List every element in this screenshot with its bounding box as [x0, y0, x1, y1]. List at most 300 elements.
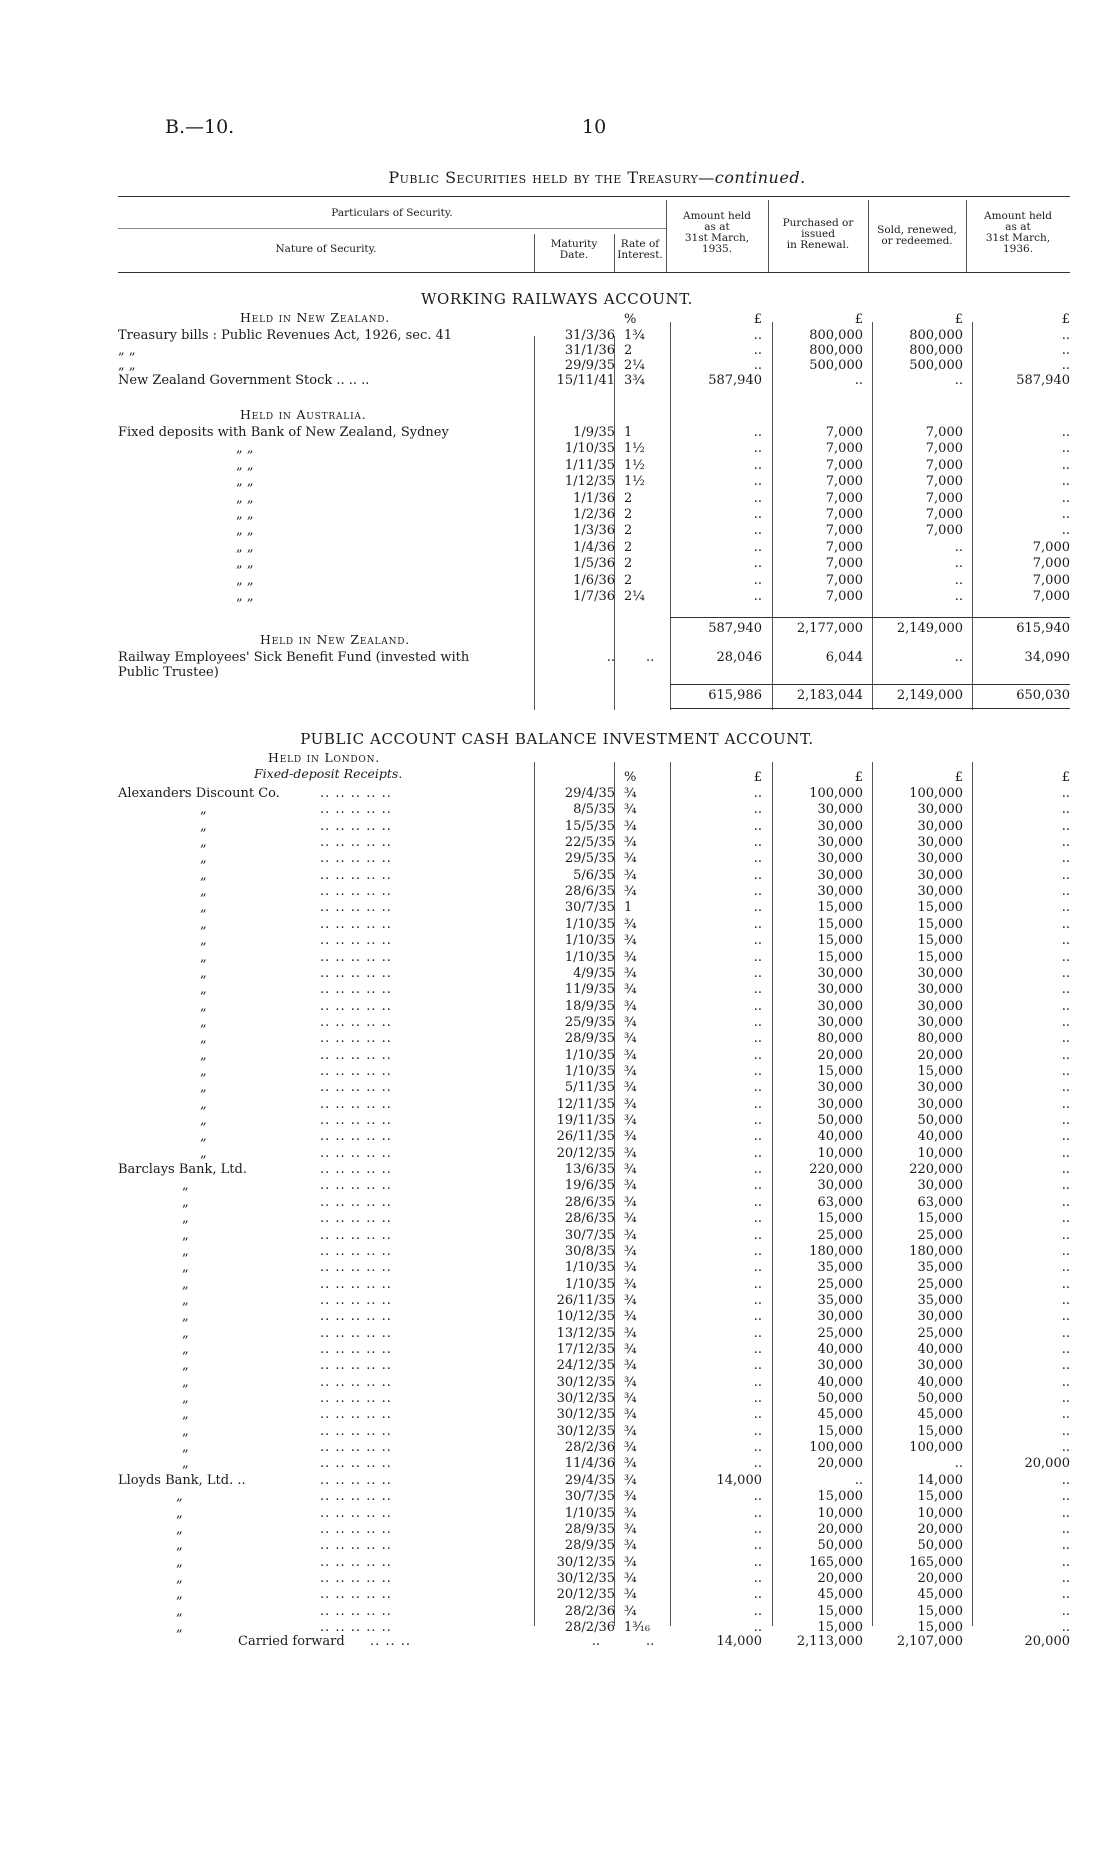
row-maturity: 30/12/35 — [556, 1375, 615, 1390]
public-account-row — [0, 1391, 1114, 1407]
row-description: „ — [182, 1391, 189, 1406]
working-au-row — [0, 540, 1114, 556]
row-amount-1935: .. — [753, 1620, 762, 1635]
row-amount-1936: .. — [1061, 999, 1070, 1014]
row-maturity: 26/11/35 — [556, 1293, 615, 1308]
row-maturity: 8/5/35 — [573, 802, 615, 817]
row-purchased: 35,000 — [817, 1293, 863, 1308]
row-amount-1935: .. — [753, 1522, 762, 1537]
row-amount-1936: .. — [1061, 1048, 1070, 1063]
row-purchased: 165,000 — [809, 1555, 863, 1570]
fund-purchased: 6,044 — [825, 650, 863, 665]
row-maturity: 30/8/35 — [564, 1244, 615, 1259]
row-sold: 35,000 — [917, 1293, 963, 1308]
row-sold: .. — [954, 539, 963, 555]
row-dots: .. .. .. .. .. — [320, 999, 392, 1014]
subtotal-a1: 587,940 — [708, 621, 762, 636]
row-amount-1936: .. — [1061, 328, 1070, 343]
public-account-row — [0, 982, 1114, 998]
row-sold: 800,000 — [909, 328, 963, 343]
row-purchased: 30,000 — [817, 1309, 863, 1324]
public-account-row — [0, 1211, 1114, 1227]
row-rate: ¾ — [624, 999, 637, 1014]
row-amount-1935: .. — [753, 1129, 762, 1144]
row-dots: .. .. .. .. .. — [320, 851, 392, 866]
row-amount-1936: 587,940 — [1016, 373, 1070, 388]
row-maturity: 1/6/36 — [573, 572, 615, 588]
fund-row-1 — [0, 650, 1114, 666]
row-dots: .. .. .. .. .. — [320, 917, 392, 932]
row-dots: .. .. .. .. .. — [320, 1571, 392, 1586]
row-amount-1935: .. — [753, 474, 762, 490]
row-dots: .. .. .. .. .. — [320, 1048, 392, 1063]
row-description: „ — [182, 1424, 189, 1439]
row-sold: .. — [954, 1456, 963, 1471]
row-purchased: 7,000 — [825, 589, 863, 604]
row-rate: ¾ — [624, 1211, 637, 1226]
row-description: „ „ — [236, 474, 254, 490]
row-dots: .. .. .. .. .. — [320, 1620, 392, 1635]
row-rate: 2 — [624, 556, 633, 572]
public-account-row — [0, 1407, 1114, 1423]
row-amount-1936: .. — [1061, 1015, 1070, 1030]
row-description: „ — [182, 1342, 189, 1357]
row-sold: 7,000 — [925, 490, 963, 506]
row-amount-1935: .. — [753, 1440, 762, 1455]
row-dots: .. .. .. .. .. — [320, 1129, 392, 1144]
row-description: „ — [182, 1244, 189, 1259]
row-rate: ¾ — [624, 1326, 637, 1341]
row-description: „ „ — [118, 343, 136, 358]
working-au-row — [0, 507, 1114, 523]
header-sold: Sold, renewed, or redeemed. — [877, 224, 957, 247]
row-maturity: 22/5/35 — [564, 835, 615, 850]
row-sold: 100,000 — [909, 1440, 963, 1455]
row-dots: .. .. .. .. .. — [320, 1211, 392, 1226]
row-rate: ¾ — [624, 1440, 637, 1455]
row-amount-1936: .. — [1061, 457, 1070, 473]
row-dots: .. .. .. .. .. — [320, 1358, 392, 1373]
row-rate: ¾ — [624, 1456, 637, 1471]
row-amount-1935: .. — [753, 1097, 762, 1112]
row-amount-1936: .. — [1061, 1162, 1070, 1177]
row-amount-1935: .. — [753, 1604, 762, 1619]
row-description: „ — [200, 819, 207, 834]
row-amount-1935: .. — [753, 1407, 762, 1422]
row-description: „ — [182, 1407, 189, 1422]
row-rate: ¾ — [624, 1064, 637, 1079]
public-account-row — [0, 1293, 1114, 1309]
row-amount-1936: .. — [1061, 802, 1070, 817]
title-continued: continued. — [714, 168, 806, 187]
row-sold: 40,000 — [917, 1129, 963, 1144]
row-sold: 30,000 — [917, 966, 963, 981]
row-purchased: 800,000 — [809, 343, 863, 358]
row-rate: ¾ — [624, 1391, 637, 1406]
row-amount-1935: .. — [753, 539, 762, 555]
row-amount-1935: .. — [753, 1244, 762, 1259]
row-maturity: 17/12/35 — [556, 1342, 615, 1357]
public-account-row — [0, 917, 1114, 933]
header-bottom-rule — [118, 272, 1070, 273]
carried-maturity: .. — [591, 1634, 600, 1649]
row-dots: .. .. .. .. .. — [320, 819, 392, 834]
row-purchased: 15,000 — [817, 1620, 863, 1635]
row-sold: 15,000 — [917, 933, 963, 948]
row-rate: 2¼ — [624, 589, 645, 604]
row-purchased: 15,000 — [817, 900, 863, 915]
public-account-row — [0, 1162, 1114, 1178]
row-amount-1936: .. — [1061, 1293, 1070, 1308]
row-dots: .. .. .. .. .. — [320, 835, 392, 850]
row-amount-1935: .. — [753, 1489, 762, 1504]
row-description: „ „ — [118, 358, 136, 373]
row-rate: ¾ — [624, 1031, 637, 1046]
header-mid-rule — [118, 228, 666, 229]
row-sold: 30,000 — [917, 819, 963, 834]
row-sold: 15,000 — [917, 1424, 963, 1439]
row-dots: .. .. .. .. .. — [320, 1097, 392, 1112]
row-sold: 7,000 — [925, 425, 963, 440]
row-dots: .. .. .. .. .. — [320, 1293, 392, 1308]
row-maturity: 1/10/35 — [564, 1064, 615, 1079]
total-sold: 2,149,000 — [896, 688, 963, 703]
row-rate: ¾ — [624, 1015, 637, 1030]
row-amount-1936: .. — [1061, 819, 1070, 834]
row-maturity: 5/11/35 — [564, 1080, 615, 1095]
row-purchased: 800,000 — [809, 328, 863, 343]
row-amount-1936: .. — [1061, 1260, 1070, 1275]
row-amount-1936: .. — [1061, 1178, 1070, 1193]
carried-rate: .. — [646, 1634, 655, 1649]
public-account-row — [0, 868, 1114, 884]
row-description: Treasury bills : Public Revenues Act, 1926, sec. 41 — [118, 328, 453, 343]
row-purchased: 7,000 — [825, 572, 863, 588]
row-purchased: 220,000 — [809, 1162, 863, 1177]
row-dots: .. .. .. .. .. — [320, 1391, 392, 1406]
row-amount-1935: .. — [753, 917, 762, 932]
row-description: „ — [200, 835, 207, 850]
row-dots: .. .. .. .. .. — [320, 1162, 392, 1177]
row-dots: .. .. .. .. .. — [320, 868, 392, 883]
row-description: „ — [200, 900, 207, 915]
public-account-title: PUBLIC ACCOUNT CASH BALANCE INVESTMENT ACCOUNT. — [300, 730, 814, 748]
row-amount-1935: .. — [753, 819, 762, 834]
row-description: „ — [200, 982, 207, 997]
row-sold: 25,000 — [917, 1277, 963, 1292]
row-rate: ¾ — [624, 1195, 637, 1210]
row-sold: 165,000 — [909, 1555, 963, 1570]
row-rate: ¾ — [624, 917, 637, 932]
row-rate: 1¾ — [624, 328, 645, 343]
public-account-row — [0, 1587, 1114, 1603]
row-maturity: 20/12/35 — [556, 1146, 615, 1161]
row-dots: .. .. .. .. .. — [320, 933, 392, 948]
public-account-row — [0, 1097, 1114, 1113]
row-maturity: 28/9/35 — [564, 1522, 615, 1537]
row-amount-1936: .. — [1061, 868, 1070, 883]
row-purchased: 45,000 — [817, 1587, 863, 1602]
row-amount-1936: .. — [1061, 1407, 1070, 1422]
row-rate: 2 — [624, 572, 633, 588]
row-amount-1935: .. — [753, 1309, 762, 1324]
working-au-row — [0, 573, 1114, 589]
row-maturity: 11/9/35 — [564, 982, 615, 997]
row-rate: ¾ — [624, 1048, 637, 1063]
row-description: „ — [200, 1146, 207, 1161]
row-description: „ — [182, 1456, 189, 1471]
row-purchased: 30,000 — [817, 1080, 863, 1095]
row-amount-1935: .. — [753, 1015, 762, 1030]
row-rate: ¾ — [624, 1178, 637, 1193]
row-rate: 3¾ — [624, 373, 645, 388]
row-maturity: 1/7/36 — [573, 589, 615, 604]
row-amount-1936: .. — [1061, 441, 1070, 457]
working-au-row — [0, 523, 1114, 539]
row-sold: 220,000 — [909, 1162, 963, 1177]
row-rate: ¾ — [624, 1522, 637, 1537]
header-rate: Rate of Interest. — [617, 238, 663, 261]
carried-forward-row — [0, 1634, 1114, 1650]
public-account-row — [0, 1522, 1114, 1538]
row-maturity: 30/7/35 — [564, 1228, 615, 1243]
row-sold: 30,000 — [917, 884, 963, 899]
fund-row-2 — [0, 665, 1114, 681]
row-purchased: 30,000 — [817, 1178, 863, 1193]
public-account-row — [0, 1129, 1114, 1145]
row-maturity: 1/11/35 — [564, 457, 615, 473]
row-dots: .. .. .. .. .. — [320, 1424, 392, 1439]
row-amount-1935: .. — [753, 884, 762, 899]
row-amount-1935: .. — [753, 328, 762, 343]
working-subtotal-row — [0, 621, 1114, 637]
public-account-row — [0, 1228, 1114, 1244]
row-description: „ — [176, 1506, 183, 1521]
row-dots: .. .. .. .. .. — [320, 900, 392, 915]
row-description: „ „ — [236, 589, 254, 604]
public-account-row — [0, 1473, 1114, 1489]
carried-a2: 20,000 — [1024, 1634, 1070, 1649]
row-sold: 25,000 — [917, 1326, 963, 1341]
row-maturity: 25/9/35 — [564, 1015, 615, 1030]
row-amount-1935: .. — [753, 786, 762, 801]
row-rate: ¾ — [624, 966, 637, 981]
a2-unit-2: £ — [1061, 770, 1070, 785]
row-amount-1935: .. — [753, 490, 762, 506]
row-amount-1935: .. — [753, 441, 762, 457]
row-sold: 30,000 — [917, 1097, 963, 1112]
row-amount-1936: 20,000 — [1024, 1456, 1070, 1471]
public-account-row — [0, 1358, 1114, 1374]
row-maturity: 1/10/35 — [564, 1048, 615, 1063]
row-amount-1936: .. — [1061, 1571, 1070, 1586]
row-dots: .. .. .. .. .. — [320, 1522, 392, 1537]
row-amount-1935: .. — [753, 425, 762, 440]
row-dots: .. .. .. .. .. — [320, 1080, 392, 1095]
public-account-row — [0, 1309, 1114, 1325]
fixed-deposit-heading: Fixed-deposit Receipts. — [254, 766, 403, 781]
row-description: „ „ — [236, 507, 254, 522]
public-account-row — [0, 1031, 1114, 1047]
row-amount-1936: .. — [1061, 1506, 1070, 1521]
row-purchased: 7,000 — [825, 539, 863, 555]
header-amount-1936: Amount held as at 31st March, 1936. — [984, 210, 1052, 255]
row-amount-1935: .. — [753, 1326, 762, 1341]
row-amount-1936: .. — [1061, 1538, 1070, 1553]
row-maturity: 29/4/35 — [564, 786, 615, 801]
row-amount-1936: .. — [1061, 1375, 1070, 1390]
row-sold: .. — [954, 572, 963, 588]
row-amount-1935: .. — [753, 982, 762, 997]
row-amount-1935: .. — [753, 900, 762, 915]
row-sold: 10,000 — [917, 1146, 963, 1161]
public-account-row — [0, 1015, 1114, 1031]
row-maturity: 30/12/35 — [556, 1391, 615, 1406]
row-amount-1935: .. — [753, 1375, 762, 1390]
row-amount-1935: .. — [753, 556, 762, 572]
sold-unit-2: £ — [954, 770, 963, 785]
row-amount-1936: .. — [1061, 1309, 1070, 1324]
row-maturity: 5/6/35 — [573, 868, 615, 883]
working-nz-row — [0, 328, 1114, 344]
public-account-row — [0, 1080, 1114, 1096]
row-description: „ „ — [236, 441, 254, 457]
row-dots: .. .. .. .. .. — [320, 1604, 392, 1619]
row-purchased: 7,000 — [825, 523, 863, 539]
units-row-2 — [0, 770, 1114, 786]
row-amount-1935: .. — [753, 868, 762, 883]
row-amount-1936: .. — [1061, 1064, 1070, 1079]
row-amount-1936: 7,000 — [1032, 539, 1070, 555]
row-dots: .. .. .. .. .. — [320, 1407, 392, 1422]
row-description: „ — [200, 917, 207, 932]
row-maturity: 30/12/35 — [556, 1555, 615, 1570]
row-maturity: 15/5/35 — [564, 819, 615, 834]
row-amount-1936: .. — [1061, 507, 1070, 522]
row-description: „ „ — [236, 556, 254, 572]
row-sold: 25,000 — [917, 1228, 963, 1243]
row-maturity: 30/7/35 — [564, 1489, 615, 1504]
row-purchased: .. — [854, 373, 863, 388]
sold-unit: £ — [954, 312, 963, 327]
total-purchased: 2,183,044 — [796, 688, 863, 703]
public-account-row — [0, 1146, 1114, 1162]
row-description: „ — [200, 1129, 207, 1144]
rate-unit: % — [624, 312, 637, 327]
public-account-row — [0, 1555, 1114, 1571]
row-maturity: 1/10/35 — [564, 1277, 615, 1292]
public-account-row — [0, 819, 1114, 835]
row-description: „ — [176, 1604, 183, 1619]
row-description: „ — [176, 1522, 183, 1537]
row-rate: ¾ — [624, 1097, 637, 1112]
row-maturity: 1/12/35 — [564, 474, 615, 490]
row-sold: 30,000 — [917, 1015, 963, 1030]
row-amount-1935: .. — [753, 802, 762, 817]
row-dots: .. .. .. .. .. — [320, 982, 392, 997]
fund-description: Railway Employees' Sick Benefit Fund (invested with — [118, 650, 470, 665]
row-amount-1936: .. — [1061, 1080, 1070, 1095]
public-account-row — [0, 1506, 1114, 1522]
row-sold: 30,000 — [917, 1178, 963, 1193]
row-description: „ „ — [236, 539, 254, 555]
carried-forward-dots: .. .. .. — [370, 1634, 412, 1649]
row-description: „ — [200, 851, 207, 866]
row-description: „ — [182, 1211, 189, 1226]
row-rate: ¾ — [624, 1146, 637, 1161]
row-dots: .. .. .. .. .. — [320, 1113, 392, 1128]
row-maturity: 30/12/35 — [556, 1407, 615, 1422]
row-sold: 15,000 — [917, 1064, 963, 1079]
row-dots: .. .. .. .. .. — [320, 1456, 392, 1471]
row-purchased: 30,000 — [817, 802, 863, 817]
row-amount-1935: .. — [753, 358, 762, 373]
row-purchased: 7,000 — [825, 425, 863, 440]
row-maturity: 1/2/36 — [573, 507, 615, 522]
row-amount-1935: .. — [753, 507, 762, 522]
row-amount-1936: .. — [1061, 358, 1070, 373]
row-sold: 15,000 — [917, 900, 963, 915]
row-description: „ — [176, 1571, 183, 1586]
row-description: „ — [182, 1326, 189, 1341]
row-maturity: 1/10/35 — [564, 1506, 615, 1521]
row-purchased: 15,000 — [817, 1604, 863, 1619]
row-amount-1936: .. — [1061, 1342, 1070, 1357]
row-maturity: 28/6/35 — [564, 1195, 615, 1210]
row-rate: ¾ — [624, 851, 637, 866]
public-account-row — [0, 1113, 1114, 1129]
row-maturity: 28/2/36 — [564, 1440, 615, 1455]
working-subtotal-rule — [670, 617, 1070, 618]
held-london-heading: Held in London. — [268, 750, 381, 765]
row-maturity: 24/12/35 — [556, 1358, 615, 1373]
row-rate: ¾ — [624, 1358, 637, 1373]
row-purchased: 50,000 — [817, 1538, 863, 1553]
header-maturity: Maturity Date. — [550, 238, 598, 261]
row-sold: 15,000 — [917, 1604, 963, 1619]
row-amount-1935: .. — [753, 851, 762, 866]
row-sold: 7,000 — [925, 507, 963, 522]
row-amount-1935: .. — [753, 1162, 762, 1177]
public-account-row — [0, 1489, 1114, 1505]
row-rate: 2 — [624, 539, 633, 555]
row-purchased: 15,000 — [817, 933, 863, 948]
row-purchased: 20,000 — [817, 1522, 863, 1537]
row-sold: 15,000 — [917, 1489, 963, 1504]
working-nz-row — [0, 358, 1114, 374]
row-amount-1935: .. — [753, 1506, 762, 1521]
row-purchased: 15,000 — [817, 950, 863, 965]
row-sold: 40,000 — [917, 1375, 963, 1390]
pur-unit: £ — [854, 312, 863, 327]
row-sold: 30,000 — [917, 868, 963, 883]
row-description: „ — [200, 1064, 207, 1079]
row-maturity: 12/11/35 — [556, 1097, 615, 1112]
row-amount-1936: .. — [1061, 1424, 1070, 1439]
row-rate: 2¼ — [624, 358, 645, 373]
public-account-row — [0, 1342, 1114, 1358]
row-rate: ¾ — [624, 1080, 637, 1095]
row-rate: ¾ — [624, 1277, 637, 1292]
fund-sold: .. — [954, 650, 963, 665]
row-description: Lloyds Bank, Ltd. .. — [118, 1473, 246, 1488]
row-rate: ¾ — [624, 868, 637, 883]
row-purchased: 500,000 — [809, 358, 863, 373]
row-dots: .. .. .. .. .. — [320, 1178, 392, 1193]
row-sold: 30,000 — [917, 999, 963, 1014]
row-amount-1936: .. — [1061, 1587, 1070, 1602]
row-maturity: 31/1/36 — [564, 343, 615, 358]
